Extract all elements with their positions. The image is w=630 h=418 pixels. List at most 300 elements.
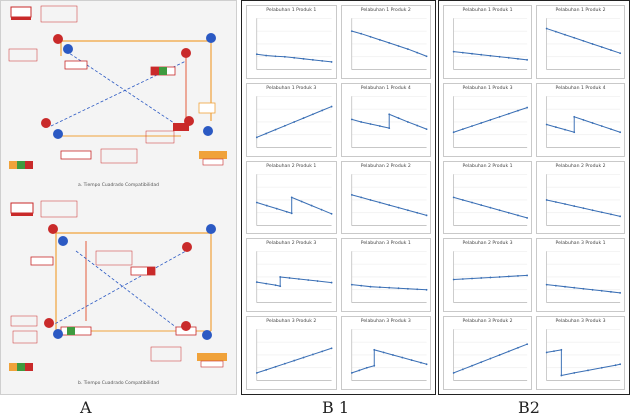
chart-grid-b2 xyxy=(443,5,625,390)
data-point xyxy=(462,278,464,280)
mini-chart xyxy=(443,316,532,390)
data-point xyxy=(619,52,621,54)
chart-title: Pelabuhan 3 Produk 2 xyxy=(462,319,513,325)
data-point xyxy=(480,204,482,206)
data-point xyxy=(425,363,427,365)
data-point xyxy=(462,369,464,371)
data-point xyxy=(293,360,295,362)
data-point xyxy=(360,285,362,287)
data-point xyxy=(592,289,594,291)
port-node xyxy=(41,118,51,128)
panel-b1-charts xyxy=(241,0,436,395)
data-point xyxy=(388,204,390,206)
legend-box xyxy=(11,203,33,213)
port-node xyxy=(53,34,63,44)
data-point xyxy=(312,59,314,61)
data-point xyxy=(265,369,267,371)
cargo-slot xyxy=(67,327,75,335)
port-node xyxy=(203,126,213,136)
port-node xyxy=(63,44,73,54)
data-point xyxy=(275,55,277,57)
data-point xyxy=(462,52,464,54)
diagram-bottom xyxy=(9,201,227,371)
port-node xyxy=(182,242,192,252)
data-point xyxy=(573,37,575,39)
subcaption-top: a. Tiempo Cuadrado Compatibilidad xyxy=(78,183,159,188)
chart-plot xyxy=(342,239,431,311)
data-point xyxy=(573,205,575,207)
data-point xyxy=(425,214,427,216)
data-point xyxy=(517,347,519,349)
data-point xyxy=(453,372,455,374)
chart-title: Pelabuhan 3 Produk 1 xyxy=(555,241,606,247)
note-box xyxy=(101,149,137,163)
data-point xyxy=(321,351,323,353)
route-diagram xyxy=(1,1,236,394)
data-point xyxy=(275,366,277,368)
data-point xyxy=(350,372,352,374)
data-point xyxy=(526,217,528,219)
data-point xyxy=(573,131,575,133)
port-node xyxy=(181,48,191,58)
data-point xyxy=(553,350,555,352)
data-point xyxy=(378,125,380,127)
data-point xyxy=(610,128,612,130)
data-point xyxy=(471,125,473,127)
data-point xyxy=(471,365,473,367)
cargo-box xyxy=(31,257,53,265)
data-point xyxy=(601,125,603,127)
note-box xyxy=(41,201,77,217)
data-point xyxy=(499,354,501,356)
chart-title: Pelabuhan 2 Produk 3 xyxy=(462,241,513,247)
data-point xyxy=(303,357,305,359)
mini-chart xyxy=(246,83,337,157)
caption-b2: B2 xyxy=(518,398,540,417)
data-point xyxy=(583,288,585,290)
data-point xyxy=(360,121,362,123)
data-point xyxy=(331,348,333,350)
note-box xyxy=(9,49,37,61)
data-point xyxy=(546,123,548,125)
cargo-slot xyxy=(159,67,167,75)
chart-plot xyxy=(537,239,624,311)
mini-chart xyxy=(341,161,432,235)
data-point xyxy=(378,201,380,203)
data-point xyxy=(573,372,575,374)
chart-title: Pelabuhan 1 Produk 1 xyxy=(266,8,317,13)
legend-box-bar xyxy=(11,213,33,216)
data-point xyxy=(301,200,303,202)
data-point xyxy=(307,279,309,281)
chart-title: Pelabuhan 2 Produk 1 xyxy=(266,163,317,169)
data-point xyxy=(546,28,548,30)
data-point xyxy=(560,349,562,351)
data-point xyxy=(358,370,360,372)
data-point xyxy=(583,40,585,42)
note-box xyxy=(96,251,132,265)
chart-title: Pelabuhan 1 Produk 3 xyxy=(462,85,513,91)
data-point xyxy=(350,118,352,120)
data-point xyxy=(601,46,603,48)
legend-box-bar xyxy=(11,17,31,20)
chart-title: Pelabuhan 3 Produk 1 xyxy=(360,241,411,247)
port-node xyxy=(202,330,212,340)
data-point xyxy=(416,211,418,213)
data-point xyxy=(284,363,286,365)
data-point xyxy=(471,53,473,55)
data-point xyxy=(560,375,562,377)
legend-swatch xyxy=(9,161,17,169)
cargo-box xyxy=(65,61,87,69)
data-point xyxy=(517,275,519,277)
chart-title: Pelabuhan 3 Produk 2 xyxy=(266,319,317,325)
data-point xyxy=(526,59,528,61)
cargo-box xyxy=(61,327,91,335)
note-box xyxy=(151,347,181,361)
chart-plot xyxy=(247,162,336,234)
data-point xyxy=(331,61,333,63)
data-point xyxy=(416,124,418,126)
cargo-slot xyxy=(147,267,155,275)
data-point xyxy=(416,289,418,291)
data-point xyxy=(517,58,519,60)
mini-chart xyxy=(341,83,432,157)
data-point xyxy=(526,343,528,345)
chart-grid-b1 xyxy=(246,5,431,390)
mini-chart xyxy=(536,161,625,235)
data-point xyxy=(425,128,427,130)
chart-title: Pelabuhan 1 Produk 2 xyxy=(360,8,411,13)
depot-icon xyxy=(203,159,223,165)
chart-title: Pelabuhan 3 Produk 3 xyxy=(360,319,411,325)
data-point xyxy=(420,362,422,364)
data-point xyxy=(360,196,362,198)
data-point xyxy=(275,285,277,287)
port-node xyxy=(184,116,194,126)
data-point xyxy=(293,121,295,123)
data-point xyxy=(583,119,585,121)
data-point xyxy=(490,358,492,360)
data-point xyxy=(546,199,548,201)
data-point xyxy=(508,276,510,278)
data-point xyxy=(365,367,367,369)
panel-b2-charts xyxy=(438,0,630,395)
data-point xyxy=(265,55,267,57)
data-point xyxy=(397,117,399,119)
chart-plot xyxy=(537,162,624,234)
legend-swatch xyxy=(9,363,17,371)
data-point xyxy=(619,363,621,365)
data-point xyxy=(388,113,390,115)
chart-plot xyxy=(444,6,531,78)
chart-plot xyxy=(444,162,531,234)
data-point xyxy=(410,359,412,361)
depot-icon xyxy=(201,361,223,367)
data-point xyxy=(256,282,258,284)
chart-plot xyxy=(247,239,336,311)
data-point xyxy=(490,206,492,208)
data-point xyxy=(546,284,548,286)
data-point xyxy=(555,285,557,287)
mini-chart xyxy=(341,316,432,390)
data-point xyxy=(601,290,603,292)
data-point xyxy=(256,372,258,374)
data-point xyxy=(406,209,408,211)
caption-a: A xyxy=(80,398,92,417)
data-point xyxy=(303,117,305,119)
data-point xyxy=(291,212,293,214)
data-point xyxy=(256,53,258,55)
chart-title: Pelabuhan 1 Produk 4 xyxy=(360,85,411,91)
data-point xyxy=(471,201,473,203)
chart-plot xyxy=(342,6,431,78)
note-box xyxy=(13,331,37,343)
data-point xyxy=(453,131,455,133)
chart-title: Pelabuhan 1 Produk 2 xyxy=(555,8,606,13)
chart-title: Pelabuhan 3 Produk 3 xyxy=(555,319,606,325)
legend-box xyxy=(11,7,31,17)
data-point xyxy=(615,364,617,366)
note-box xyxy=(146,131,174,143)
mini-chart xyxy=(536,5,625,79)
data-point xyxy=(256,136,258,138)
data-point xyxy=(406,48,408,50)
diagram-top xyxy=(9,6,227,169)
data-point xyxy=(564,286,566,288)
chart-plot xyxy=(247,84,336,156)
data-point xyxy=(401,357,403,359)
data-point xyxy=(499,276,501,278)
data-point xyxy=(508,57,510,59)
data-point xyxy=(453,279,455,281)
note-box xyxy=(11,316,37,326)
depot-icon xyxy=(199,151,227,159)
data-point xyxy=(583,207,585,209)
data-point xyxy=(369,286,371,288)
data-point xyxy=(490,277,492,279)
data-point xyxy=(350,193,352,195)
data-point xyxy=(564,129,566,131)
chart-plot xyxy=(342,84,431,156)
data-point xyxy=(388,287,390,289)
series-line xyxy=(351,114,426,129)
cargo-slot xyxy=(151,67,159,75)
data-point xyxy=(406,121,408,123)
data-point xyxy=(397,45,399,47)
data-point xyxy=(517,214,519,216)
chart-plot xyxy=(537,84,624,156)
data-point xyxy=(293,57,295,59)
data-point xyxy=(291,196,293,198)
mini-chart xyxy=(246,316,337,390)
data-point xyxy=(601,367,603,369)
data-point xyxy=(284,56,286,58)
data-point xyxy=(490,55,492,57)
data-point xyxy=(321,109,323,111)
port-node xyxy=(48,224,58,234)
data-point xyxy=(350,30,352,32)
data-point xyxy=(601,211,603,213)
data-point xyxy=(360,33,362,35)
data-point xyxy=(406,288,408,290)
data-point xyxy=(480,361,482,363)
data-point xyxy=(564,203,566,205)
mini-chart xyxy=(443,161,532,235)
data-point xyxy=(508,211,510,213)
data-point xyxy=(392,354,394,356)
data-point xyxy=(321,208,323,210)
chart-plot xyxy=(247,317,336,389)
data-point xyxy=(619,215,621,217)
data-point xyxy=(321,60,323,62)
data-point xyxy=(610,213,612,215)
data-point xyxy=(388,42,390,44)
mini-chart xyxy=(443,238,532,312)
chart-plot xyxy=(444,239,531,311)
data-point xyxy=(490,119,492,121)
data-point xyxy=(397,288,399,290)
data-point xyxy=(378,39,380,41)
mini-chart xyxy=(246,161,337,235)
caption-b1: B 1 xyxy=(322,398,350,417)
data-point xyxy=(298,278,300,280)
data-point xyxy=(462,128,464,130)
chart-plot xyxy=(537,317,624,389)
data-point xyxy=(425,55,427,57)
panel-a-diagrams xyxy=(0,0,237,395)
route-dashed xyxy=(51,251,186,326)
data-point xyxy=(331,282,333,284)
data-point xyxy=(256,201,258,203)
data-point xyxy=(382,352,384,354)
chart-title: Pelabuhan 2 Produk 1 xyxy=(462,163,513,169)
data-point xyxy=(619,131,621,133)
series-line xyxy=(547,350,620,376)
data-point xyxy=(508,351,510,353)
chart-plot xyxy=(342,162,431,234)
port-node xyxy=(53,129,63,139)
chart-plot xyxy=(342,317,431,389)
data-point xyxy=(388,127,390,129)
chart-title: Pelabuhan 1 Produk 1 xyxy=(462,8,513,13)
data-point xyxy=(266,204,268,206)
cargo-box xyxy=(199,103,215,113)
data-point xyxy=(369,199,371,201)
data-point xyxy=(397,206,399,208)
data-point xyxy=(331,212,333,214)
legend-swatch xyxy=(25,161,33,169)
data-point xyxy=(275,129,277,131)
chart-title: Pelabuhan 2 Produk 3 xyxy=(266,241,317,247)
port-node xyxy=(58,236,68,246)
port-node xyxy=(44,318,54,328)
cargo-box xyxy=(61,151,91,159)
note-box xyxy=(41,6,77,22)
data-point xyxy=(592,122,594,124)
data-point xyxy=(289,277,291,279)
data-point xyxy=(555,31,557,33)
port-node xyxy=(53,329,63,339)
chart-title: Pelabuhan 2 Produk 2 xyxy=(360,163,411,169)
data-point xyxy=(279,276,281,278)
data-point xyxy=(286,210,288,212)
data-point xyxy=(526,106,528,108)
data-point xyxy=(526,275,528,277)
subcaption-bottom: b. Tiempo Cuadrado Compatibilidad xyxy=(77,381,159,386)
data-point xyxy=(573,116,575,118)
data-point xyxy=(546,352,548,354)
chart-title: Pelabuhan 1 Produk 3 xyxy=(266,85,317,91)
mini-chart xyxy=(443,83,532,157)
mini-chart xyxy=(341,5,432,79)
data-point xyxy=(284,125,286,127)
chart-title: Pelabuhan 2 Produk 2 xyxy=(555,163,606,169)
data-point xyxy=(416,52,418,54)
data-point xyxy=(265,283,267,285)
series-line xyxy=(257,277,332,286)
data-point xyxy=(312,354,314,356)
chart-plot xyxy=(444,317,531,389)
mini-chart xyxy=(443,5,532,79)
data-point xyxy=(592,209,594,211)
data-point xyxy=(471,278,473,280)
mini-chart xyxy=(536,83,625,157)
route-dashed xyxy=(76,251,181,331)
data-point xyxy=(564,34,566,36)
legend-swatch xyxy=(25,363,33,371)
chart-plot xyxy=(444,84,531,156)
data-point xyxy=(480,277,482,279)
data-point xyxy=(480,122,482,124)
mini-chart xyxy=(536,238,625,312)
data-point xyxy=(350,284,352,286)
mini-chart xyxy=(536,316,625,390)
port-node xyxy=(206,33,216,43)
data-point xyxy=(499,56,501,58)
legend-swatch xyxy=(17,363,25,371)
data-point xyxy=(555,126,557,128)
chart-plot xyxy=(247,6,336,78)
data-point xyxy=(311,204,313,206)
data-point xyxy=(373,365,375,367)
data-point xyxy=(499,116,501,118)
data-point xyxy=(317,281,319,283)
data-point xyxy=(378,287,380,289)
mini-chart xyxy=(246,238,337,312)
data-point xyxy=(312,113,314,115)
data-point xyxy=(331,105,333,107)
data-point xyxy=(279,286,281,288)
data-point xyxy=(555,201,557,203)
data-point xyxy=(462,199,464,201)
mini-chart xyxy=(246,5,337,79)
port-node xyxy=(181,321,191,331)
data-point xyxy=(587,370,589,372)
data-point xyxy=(265,132,267,134)
chart-plot xyxy=(537,6,624,78)
data-point xyxy=(373,349,375,351)
legend-swatch xyxy=(17,161,25,169)
data-point xyxy=(303,58,305,60)
depot-icon xyxy=(197,353,227,361)
chart-title: Pelabuhan 1 Produk 4 xyxy=(555,85,606,91)
mini-chart xyxy=(341,238,432,312)
data-point xyxy=(425,289,427,291)
data-point xyxy=(573,287,575,289)
port-node xyxy=(206,224,216,234)
data-point xyxy=(276,207,278,209)
